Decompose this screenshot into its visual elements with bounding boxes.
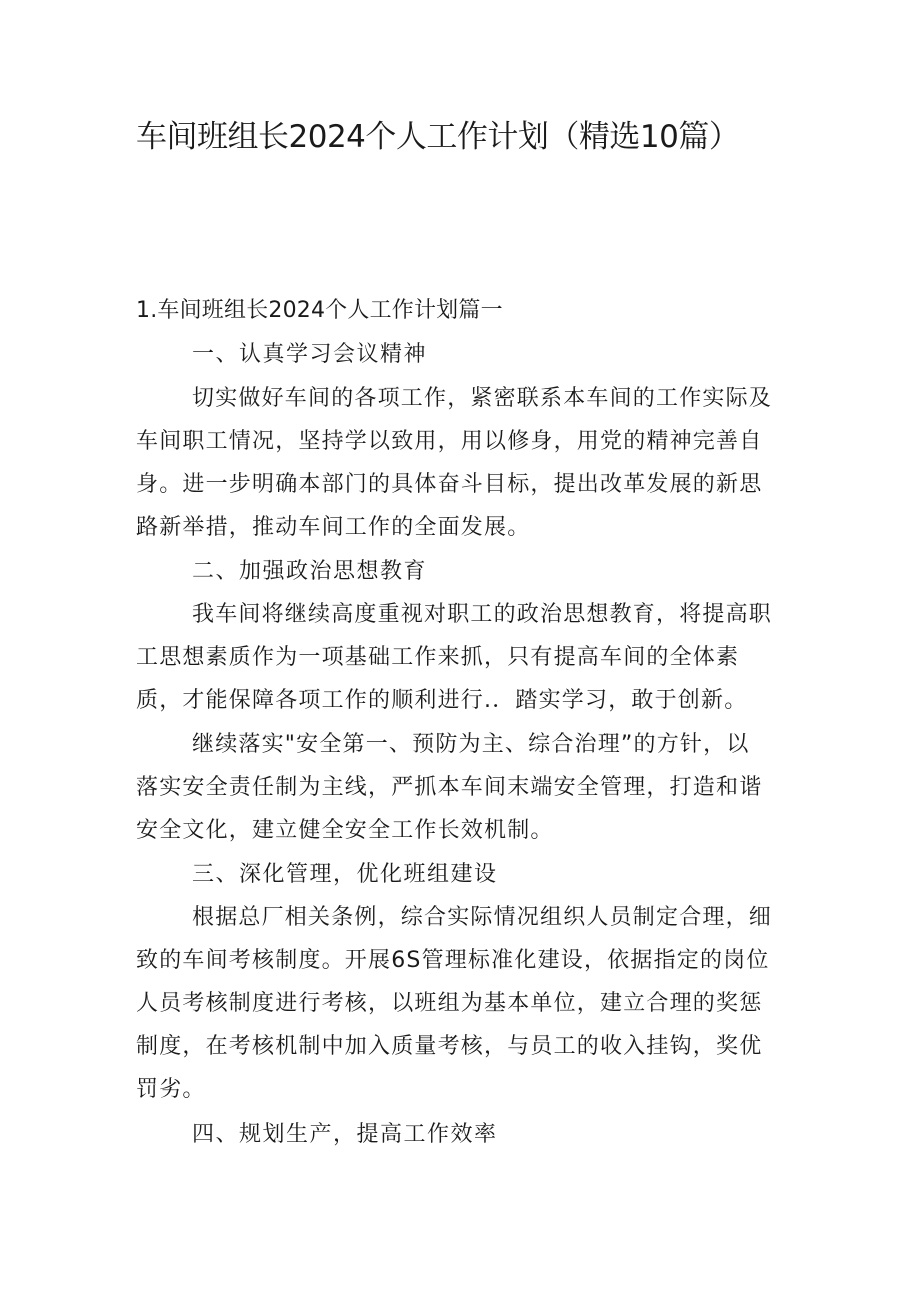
paragraph-line: 车间职工情况，坚持学以致用，用以修身，用党的精神完善自 <box>136 429 763 454</box>
paragraph-line: 我车间将继续高度重视对职工的政治思想教育，将提高职 <box>192 602 773 627</box>
paragraph-line: 人员考核制度进行考核，以班组为基本单位，建立合理的奖惩 <box>136 991 763 1016</box>
paragraph-line: 制度，在考核机制中加入质量考核，与员工的收入挂钩，奖优 <box>136 1034 763 1059</box>
paragraph-line: 罚劣。 <box>136 1077 206 1102</box>
section-heading-3: 三、深化管理，优化班组建设 <box>192 862 498 887</box>
section-heading-1: 一、认真学习会议精神 <box>192 342 428 367</box>
paragraph-line: 路新举措，推动车间工作的全面发展。 <box>136 515 531 540</box>
paragraph-line: 致的车间考核制度。开展6S管理标准化建设，依据指定的岗位 <box>136 948 770 973</box>
section-heading-4: 四、规划生产，提高工作效率 <box>192 1122 498 1147</box>
chapter-heading: 1.车间班组长2024个人工作计划篇一 <box>136 298 503 323</box>
paragraph-line: 身。进一步明确本部门的具体奋斗目标，提出改革发展的新思 <box>136 472 763 497</box>
paragraph-line: 落实安全责任制为主线，严抓本车间末端安全管理，打造和谐 <box>136 775 763 800</box>
paragraph-line: 继续落实"安全第一、预防为主、综合治理”的方针，以 <box>192 732 750 757</box>
section-heading-2: 二、加强政治思想教育 <box>192 559 428 584</box>
document-title: 车间班组长2024个人工作计划（精选10篇） <box>136 119 740 155</box>
paragraph-line: 安全文化，建立健全安全工作长效机制。 <box>136 818 554 843</box>
paragraph-line: 工思想素质作为一项基础工作来抓，只有提高车间的全体素 <box>136 645 740 670</box>
paragraph-line: 质，才能保障各项工作的顺利进行.．踏实学习，敢于创新。 <box>136 688 748 713</box>
paragraph-line: 根据总厂相关条例，综合实际情况组织人员制定合理，细 <box>192 905 773 930</box>
paragraph-line: 切实做好车间的各项工作，紧密联系本车间的工作实际及 <box>192 386 773 411</box>
